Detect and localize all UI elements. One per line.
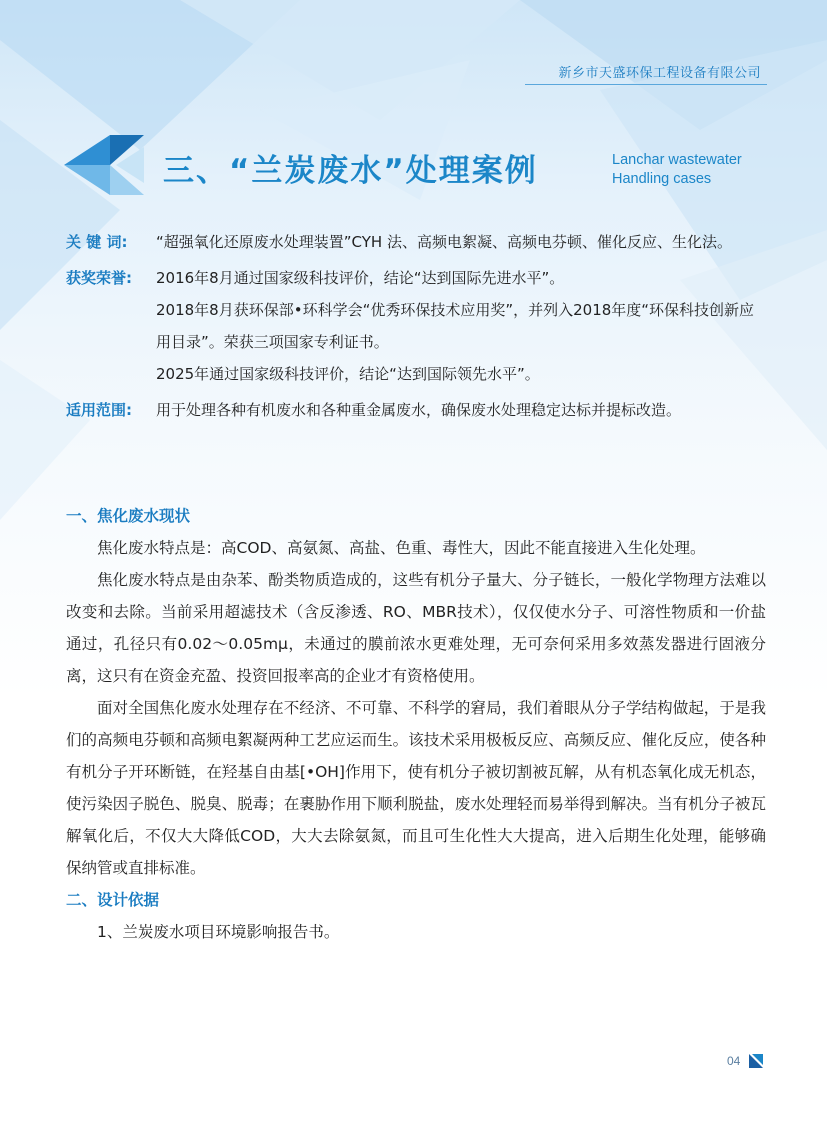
scope-text: 用于处理各种有机废水和各种重金属废水，确保废水处理稳定达标并提标改造。 <box>156 401 682 419</box>
honor-item: 2018年8月获环保部•环科学会“优秀环保技术应用奖”，并列入2018年度“环保科技创新应用目录”。荣获三项国家专利证书。 <box>156 301 755 351</box>
paragraph: 焦化废水特点是：高COD、高氨氮、高盐、色重、毒性大，因此不能直接进入生化处理。 <box>97 539 706 557</box>
scope-row <box>66 394 766 426</box>
honors-label: 获奖荣誉: <box>66 269 132 287</box>
title-en-line1: Lanchar wastewater <box>612 152 742 168</box>
keywords-text: “超强氧化还原废水处理装置”CYH 法、高频电絮凝、高频电芬顿、催化反应、生化法。 <box>156 233 732 251</box>
section-heading-design-basis: 二、设计依据 <box>66 891 160 909</box>
scope-label: 适用范围: <box>66 401 132 419</box>
page-corner-icon <box>749 1054 763 1068</box>
honors-row <box>66 262 766 390</box>
header-divider <box>525 84 767 85</box>
company-name: 新乡市天盛环保工程设备有限公司 <box>558 66 761 81</box>
meta-info <box>66 226 766 430</box>
keywords-row <box>66 226 766 258</box>
honor-item: 2025年通过国家级科技评价，结论“达到国际领先水平”。 <box>156 365 540 383</box>
paragraph: 1、兰炭废水项目环境影响报告书。 <box>97 923 340 941</box>
page-title: 三、“兰炭废水”处理案例 <box>163 153 538 189</box>
section-logo-icon <box>64 133 146 197</box>
honors-list <box>156 262 766 390</box>
paragraph: 焦化废水特点是由杂苯、酚类物质造成的，这些有机分子量大、分子链长，一般化学物理方法难以改变和去除。当前采用超滤技术（含反渗透、RO、MBR技术），仅仅使水分子、可溶性物质和一价盐通过，孔径只有0.02～0.05mμ，未通过的膜前浓水更难处理，无可奈何采用多效蒸发器进行固液分离，这只有在资金充盈、投资回报率高的企业才有资格使用。 <box>66 571 766 685</box>
main-body <box>66 500 766 948</box>
page-title-english <box>612 151 742 189</box>
page-number: 04 <box>727 1054 741 1068</box>
title-en-line2: Handling cases <box>612 171 712 187</box>
honor-item: 2016年8月通过国家级科技评价，结论“达到国际先进水平”。 <box>156 269 565 287</box>
keywords-label: 关 键 词: <box>66 233 128 251</box>
paragraph: 面对全国焦化废水处理存在不经济、不可靠、不科学的窘局，我们着眼从分子学结构做起，于是我们的高频电芬顿和高频电絮凝两种工艺应运而生。该技术采用极板反应、高频反应、催化反应，使各种有机分子开环断链，在羟基自由基[•OH]作用下，使有机分子被切割被瓦解，从有机态氧化成无机态，使污染因子脱色、脱臭、脱毒；在裹胁作用下顺利脱盐，废水处理轻而易举得到解决。当有机分子被瓦解氧化后，不仅大大降低COD，大大去除氨氮，而且可生化性大大提高，进入后期生化处理，能够确保纳管或直排标准。 <box>66 699 766 877</box>
section-heading-status: 一、焦化废水现状 <box>66 507 191 525</box>
